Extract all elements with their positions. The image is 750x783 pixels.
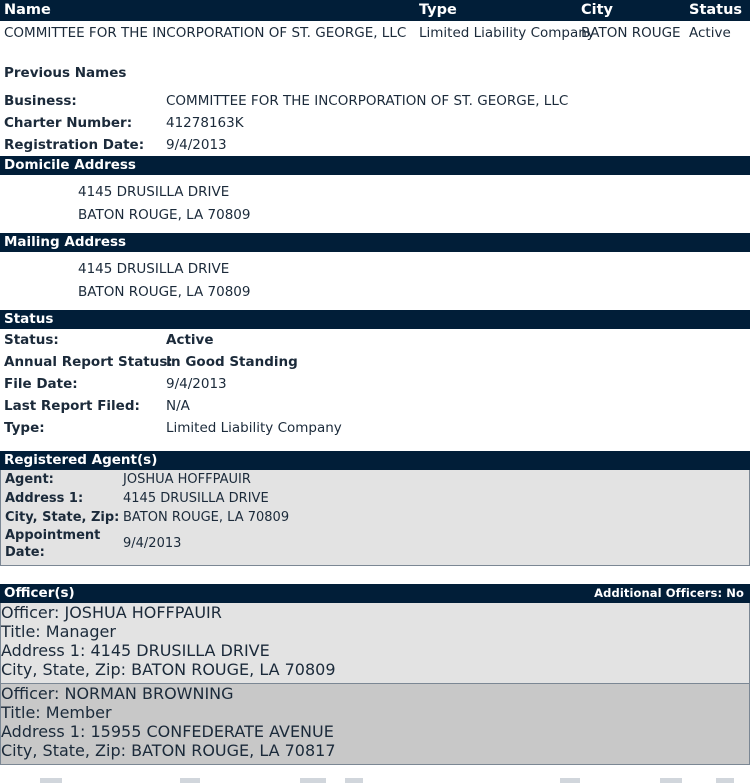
field-annual-report-status [0, 351, 750, 373]
field-label: Charter Number: [4, 115, 133, 131]
field-officer-title [1, 622, 749, 641]
field-label: City, State, Zip: [5, 510, 120, 525]
field-last-report-filed [0, 395, 750, 417]
field-value: BATON ROUGE, LA 70809 [131, 660, 336, 679]
field-label: Last Report Filed: [4, 398, 140, 414]
field-agent-appointment-date [1, 527, 749, 561]
field-value: 4145 DRUSILLA DRIVE [123, 491, 269, 506]
column-header-type[interactable]: Type [419, 2, 457, 18]
registered-agent-block [0, 470, 750, 566]
field-value: 41278163K [166, 115, 244, 131]
field-value: Active [166, 332, 214, 348]
mailing-address-line-2: BATON ROUGE, LA 70809 [78, 284, 251, 300]
field-label: Appointment Date: [5, 528, 101, 560]
column-header-status[interactable]: Status [689, 2, 743, 18]
additional-officers-flag: Additional Officers: No [594, 586, 744, 600]
section-header-status [0, 310, 750, 329]
status-badge: Active [689, 25, 731, 41]
column-header-name[interactable]: Name [4, 2, 51, 18]
field-value: N/A [166, 398, 190, 414]
section-header-officers [0, 584, 750, 603]
field-value: NORMAN BROWNING [64, 684, 234, 703]
field-label: City, State, Zip: [1, 741, 127, 760]
section-title-text: Status [4, 311, 54, 327]
field-value: JOSHUA HOFFPAUIR [123, 472, 251, 487]
field-label: Address 1: [1, 641, 86, 660]
section-header-registered-agents [0, 451, 750, 470]
section-title-text: Officer(s) [4, 585, 75, 601]
bottom-clipped-artifact [0, 778, 750, 783]
table-row[interactable] [0, 22, 750, 44]
spacer [0, 566, 750, 584]
field-label: Status: [4, 332, 59, 348]
field-label: Agent: [5, 472, 54, 487]
field-label: Address 1: [5, 491, 84, 506]
field-type [0, 417, 750, 439]
field-officer-city-state-zip [1, 660, 749, 679]
field-file-date [0, 373, 750, 395]
field-label: Officer: [1, 603, 60, 622]
list-item [1, 603, 749, 683]
mailing-address-line-1: 4145 DRUSILLA DRIVE [78, 261, 230, 277]
field-agent-city-state-zip [1, 508, 749, 527]
field-value: 9/4/2013 [123, 536, 182, 551]
field-value: BATON ROUGE, LA 70809 [123, 510, 290, 525]
field-value: JOSHUA HOFFPAUIR [64, 603, 222, 622]
field-label: Type: [4, 420, 45, 436]
field-registration-date [0, 134, 750, 156]
spacer [1, 561, 749, 565]
section-title-text: Mailing Address [4, 234, 127, 250]
domicile-address-line-1: 4145 DRUSILLA DRIVE [78, 184, 230, 200]
field-label: Officer: [1, 684, 60, 703]
field-label: City, State, Zip: [1, 660, 127, 679]
field-label: Registration Date: [4, 137, 145, 153]
field-charter-number [0, 112, 750, 134]
section-header-mailing-address [0, 233, 750, 252]
field-value: 9/4/2013 [166, 137, 227, 153]
field-value: In Good Standing [166, 354, 298, 370]
field-agent [1, 470, 749, 489]
cell-type: Limited Liability Company [419, 25, 595, 41]
cell-name[interactable]: COMMITTEE FOR THE INCORPORATION OF ST. GEORGE, LLC [4, 25, 407, 41]
previous-names-title: Previous Names [4, 65, 127, 81]
field-value: Manager [45, 622, 116, 641]
field-status [0, 329, 750, 351]
field-label: File Date: [4, 376, 78, 392]
section-header-domicile-address [0, 156, 750, 175]
field-label: Annual Report Status: [4, 354, 173, 370]
spacer [0, 439, 750, 451]
field-officer-address1 [1, 722, 749, 741]
field-agent-address1 [1, 489, 749, 508]
field-officer-city-state-zip [1, 741, 749, 760]
field-label: Title: [1, 703, 41, 722]
field-business [0, 90, 750, 112]
field-officer-title [1, 703, 749, 722]
field-officer-name [1, 684, 749, 703]
domicile-address-line-2: BATON ROUGE, LA 70809 [78, 207, 251, 223]
spacer [1, 760, 749, 764]
field-label: Address 1: [1, 722, 86, 741]
field-value: 9/4/2013 [166, 376, 227, 392]
field-value: BATON ROUGE, LA 70817 [131, 741, 336, 760]
section-title-text: Registered Agent(s) [4, 452, 158, 468]
field-label: Business: [4, 93, 77, 109]
section-title-text: Domicile Address [4, 157, 136, 173]
spacer [0, 44, 750, 62]
officers-list [0, 603, 750, 765]
field-value: Limited Liability Company [166, 420, 342, 436]
cell-city: BATON ROUGE [581, 25, 681, 41]
field-label: Title: [1, 622, 41, 641]
field-value: COMMITTEE FOR THE INCORPORATION OF ST. GEORGE, LLC [166, 93, 569, 109]
field-officer-address1 [1, 641, 749, 660]
field-value: 4145 DRUSILLA DRIVE [90, 641, 270, 660]
results-table-header [0, 0, 750, 21]
list-item [1, 683, 749, 764]
field-value: Member [45, 703, 112, 722]
field-officer-name [1, 603, 749, 622]
column-header-city[interactable]: City [581, 2, 613, 18]
field-value: 15955 CONFEDERATE AVENUE [90, 722, 334, 741]
